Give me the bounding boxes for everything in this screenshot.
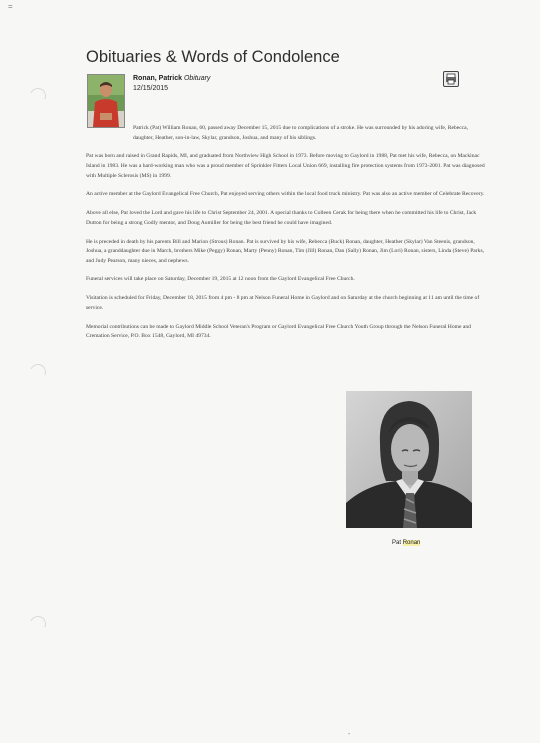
portrait-photo <box>346 391 472 528</box>
page-mark-top: = <box>8 2 13 11</box>
paragraph: Patrick (Pat) William Ronan, 60, passed away December 15, 2015 due to complications of a stroke. He was surrounded by his adoring wife, Rebecca, daughter, Heather, son-in-law, Skylar, grandson, Joshua, and many of his siblings. <box>133 125 469 141</box>
paragraph: An active member at the Gaylord Evangelical Free Church, Pat enjoyed serving others within the local food truck ministry. Pat was also an active member of Celebrate Recovery. <box>86 191 485 198</box>
page-title: Obituaries & Words of Condolence <box>86 48 340 66</box>
obituary-header <box>133 74 210 94</box>
obituary-category: Obituary <box>183 75 211 82</box>
obituary-date: 12/15/2015 <box>133 85 169 92</box>
deceased-name: Ronan, Patrick <box>133 75 183 82</box>
paragraph: Funeral services will take place on Saturday, December 19, 2015 at 12 noon from the Gaylord Evangelical Free Church. <box>86 276 355 283</box>
binder-hole-middle <box>28 362 49 383</box>
caption-first-name: Pat <box>392 540 402 546</box>
binder-hole-bottom <box>28 614 49 635</box>
paragraph: He is preceded in death by his parents Bill and Marion (Strous) Ronan. Pat is survived by his wife, Rebecca (Buck) Ronan, daughter, Heather (Skylar) Van Steenis, grandson, Joshua, a granddaughter due in March, brothers Mike (Peggy) Ronan, Marty (Penny) Ronan, Tim (Jill) Ronan, Dan (Sally) Ronan, Jim (Lori) Ronan, sisters, Linda (Steve) Parks, and Judy Pearson, many nieces, and nephews. <box>86 238 485 264</box>
paragraph: Visitation is scheduled for Friday, December 18, 2015 from 4 pm - 8 pm at Nelson Funeral Home in Gaylord and on Saturday at the church beginning at 11 am until the time of service. <box>86 295 480 311</box>
paragraph: Above all else, Pat loved the Lord and gave his life to Christ September 24, 2001. A special thanks to Colleen Cerak for being there when he committed his life to Christ, Jack Dutton for being a strong Godly mentor, and Doug Aumiller for being the best friend he could have imagined. <box>86 210 477 226</box>
paragraph: Pat was born and raised in Grand Rapids, MI, and graduated from Northview High School in 1973. Before moving to Gaylord in 1988, Pat met his wife, Rebecca, on Mackinac Island in 1983. He was a hard-working man who was a proud member of Sprinkler Fitters Local Union 669, installing fire protection systems from 1973-2001. Pat was diagnosed with Multiple Sclerosis (MS) in 1999. <box>86 153 485 179</box>
portrait-caption <box>392 540 420 546</box>
paragraph: Memorial contributions can be made to Gaylord Middle School Veteran's Program or Gaylord Evangelical Free Church Youth Group through the Nelson Funeral Home and Cremation Service, P.O. Box 1548, Gaylord, MI 49734. <box>86 323 471 340</box>
binder-hole-top <box>28 86 49 107</box>
page-mark-bottom: - <box>348 731 351 738</box>
print-icon[interactable] <box>443 71 459 87</box>
obituary-thumbnail-photo <box>87 74 125 128</box>
caption-last-name: Ronan <box>402 540 421 546</box>
obituary-body <box>86 124 486 351</box>
